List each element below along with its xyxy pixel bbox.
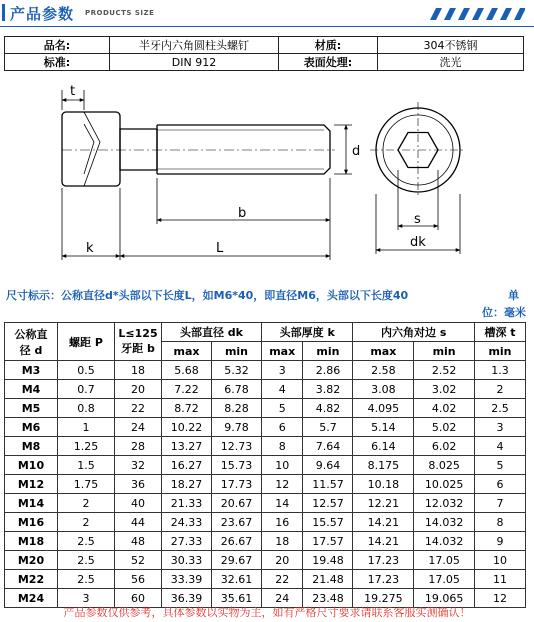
cell-s-min: 6.02 [414,437,475,456]
cell-size: M22 [5,570,58,589]
cell-k-min: 9.64 [303,456,353,475]
cell-dk-min: 20.67 [211,494,261,513]
table-row [5,551,526,570]
cell-s-min: 3.02 [414,380,475,399]
cell-dk-min: 8.28 [211,399,261,418]
cell-dk-min: 29.67 [211,551,261,570]
cell-dk-min: 12.73 [211,437,261,456]
section-header [0,0,534,28]
cell-thread-b: 56 [115,570,162,589]
cell-k-min: 15.57 [303,513,353,532]
cell-t-min: 2.5 [475,399,526,418]
cell-k-max: 18 [261,532,303,551]
cell-pitch: 1.75 [58,475,115,494]
cell-pitch: 3 [58,589,115,608]
cell-t-min: 3 [475,418,526,437]
cell-k-max: 4 [261,380,303,399]
header-k: 头部厚度 k [261,323,352,342]
header-dk: 头部直径 dk [162,323,262,342]
header-size-line2: 径 d [19,343,43,357]
cell-thread-b: 22 [115,399,162,418]
cell-s-min: 8.025 [414,456,475,475]
cell-k-min: 19.48 [303,551,353,570]
cell-k-min: 7.64 [303,437,353,456]
cell-s-min: 12.032 [414,494,475,513]
cell-pitch: 0.5 [58,361,115,380]
cell-s-min: 14.032 [414,513,475,532]
cell-thread-b: 52 [115,551,162,570]
spec-table-body [5,361,526,608]
table-row [5,532,526,551]
cell-thread-b: 44 [115,513,162,532]
cell-t-min: 1.3 [475,361,526,380]
header-slash-icon [430,8,525,20]
cell-t-min: 10 [475,551,526,570]
cell-pitch: 1.5 [58,456,115,475]
cell-k-min: 4.82 [303,399,353,418]
cell-s-max: 14.21 [353,513,414,532]
cell-thread-b: 20 [115,380,162,399]
cell-t-min: 7 [475,494,526,513]
cell-k-max: 6 [261,418,303,437]
cell-t-min: 5 [475,456,526,475]
dim-t-label: t [70,84,76,99]
cell-s-min: 17.05 [414,570,475,589]
cell-dk-max: 24.33 [162,513,212,532]
cell-pitch: 2 [58,494,115,513]
cell-dk-min: 15.73 [211,456,261,475]
cell-pitch: 2.5 [58,532,115,551]
unit-note-part1: 单 [508,289,519,302]
cell-dk-max: 33.39 [162,570,212,589]
cell-k-max: 14 [261,494,303,513]
table-row [5,494,526,513]
cell-thread-b: 28 [115,437,162,456]
cell-k-max: 12 [261,475,303,494]
cell-k-min: 11.57 [303,475,353,494]
cell-s-min: 17.05 [414,551,475,570]
cell-thread-b: 40 [115,494,162,513]
cell-thread-b: 60 [115,589,162,608]
header-subtitle: PRODUCTS SIZE [85,9,155,17]
cell-t-min: 2 [475,380,526,399]
cell-k-max: 20 [261,551,303,570]
cell-s-max: 5.14 [353,418,414,437]
header-min: min [303,342,353,361]
cell-k-max: 5 [261,399,303,418]
table-row [5,361,526,380]
cell-size: M16 [5,513,58,532]
cell-size: M3 [5,361,58,380]
cell-t-min: 12 [475,589,526,608]
cell-t-min: 4 [475,437,526,456]
dim-d-label: d [352,144,361,159]
header-min: min [414,342,475,361]
cell-pitch: 1 [58,418,115,437]
unit-note-part2: 位：毫米 [482,306,526,319]
cell-s-max: 4.095 [353,399,414,418]
dimension-note: 尺寸标示：公称直径d*头部以下长度L，如M6*40，即直径M6，头部以下长度40 [6,289,409,302]
cell-dk-min: 32.61 [211,570,261,589]
table-row [5,570,526,589]
material-label: 材质: [279,37,378,54]
cell-size: M24 [5,589,58,608]
cell-dk-max: 10.22 [162,418,212,437]
header-underline [0,26,534,27]
cell-size: M12 [5,475,58,494]
cell-k-min: 21.48 [303,570,353,589]
dim-b-label: b [238,206,247,221]
cell-t-min: 9 [475,532,526,551]
spec-table [4,322,526,608]
header-size [5,323,58,361]
cell-k-min: 23.48 [303,589,353,608]
table-row [5,418,526,437]
cell-k-min: 2.86 [303,361,353,380]
cell-s-max: 17.23 [353,570,414,589]
cell-s-min: 4.02 [414,399,475,418]
material-value: 304不锈钢 [378,37,524,54]
cell-dk-min: 9.78 [211,418,261,437]
cell-size: M10 [5,456,58,475]
dim-dk-label: dk [410,235,426,250]
cell-dk-max: 7.22 [162,380,212,399]
header-thread-line2: 牙距 b [121,342,155,355]
cell-t-min: 11 [475,570,526,589]
cell-s-min: 19.065 [414,589,475,608]
cell-k-max: 3 [261,361,303,380]
surface-label: 表面处理: [279,54,378,71]
cell-thread-b: 48 [115,532,162,551]
cell-s-min: 5.02 [414,418,475,437]
cell-size: M4 [5,380,58,399]
cell-size: M8 [5,437,58,456]
header-size-line1: 公称直 [14,327,48,341]
cell-s-max: 14.21 [353,532,414,551]
dimension-lines [62,90,352,260]
name-label: 品名: [5,37,110,54]
cell-t-min: 6 [475,475,526,494]
header-accent-bar [2,4,5,21]
cell-dk-min: 6.78 [211,380,261,399]
dim-L-label: L [216,241,224,256]
cell-size: M18 [5,532,58,551]
cell-k-max: 16 [261,513,303,532]
cell-s-max: 19.275 [353,589,414,608]
cell-pitch: 2.5 [58,570,115,589]
screw-technical-drawing [40,82,480,272]
cell-s-min: 14.032 [414,532,475,551]
table-row [5,475,526,494]
cell-dk-max: 5.68 [162,361,212,380]
cell-k-min: 12.57 [303,494,353,513]
cell-pitch: 1.25 [58,437,115,456]
header-s: 内六角对边 s [353,323,475,342]
disclaimer-footer: 产品参数仅供参考，具体参数以实物为主，如有严格尺寸要求请联系客服实测确认！ [63,606,471,619]
name-value: 半牙内六角圆柱头螺钉 [110,37,279,54]
cell-dk-min: 5.32 [211,361,261,380]
surface-value: 洗光 [378,54,524,71]
cell-s-max: 3.08 [353,380,414,399]
cell-dk-max: 16.27 [162,456,212,475]
cell-size: M14 [5,494,58,513]
table-row [5,399,526,418]
cell-dk-min: 17.73 [211,475,261,494]
header-t: 槽深 t [475,323,526,342]
header-max: max [162,342,212,361]
table-row [5,513,526,532]
header-title: 产品参数 [10,5,75,23]
cell-pitch: 0.7 [58,380,115,399]
header-max: max [353,342,414,361]
header-max: max [261,342,303,361]
cell-s-min: 10.025 [414,475,475,494]
cell-dk-max: 18.27 [162,475,212,494]
cell-k-max: 10 [261,456,303,475]
cell-s-max: 8.175 [353,456,414,475]
cell-s-max: 12.21 [353,494,414,513]
table-row [5,380,526,399]
cell-size: M5 [5,399,58,418]
cell-pitch: 0.8 [58,399,115,418]
cell-dk-min: 35.61 [211,589,261,608]
cell-dk-max: 13.27 [162,437,212,456]
cell-s-max: 17.23 [353,551,414,570]
screw-end-view [370,102,466,198]
cell-s-max: 6.14 [353,437,414,456]
cell-s-max: 2.58 [353,361,414,380]
header-thread [115,323,162,361]
cell-s-min: 2.52 [414,361,475,380]
cell-s-max: 10.18 [353,475,414,494]
cell-dk-max: 8.72 [162,399,212,418]
cell-k-min: 17.57 [303,532,353,551]
cell-dk-max: 21.33 [162,494,212,513]
cell-thread-b: 32 [115,456,162,475]
cell-size: M6 [5,418,58,437]
cell-k-max: 24 [261,589,303,608]
cell-dk-max: 27.33 [162,532,212,551]
header-min: min [211,342,261,361]
table-row [5,456,526,475]
cell-k-max: 22 [261,570,303,589]
table-row [5,437,526,456]
cell-pitch: 2 [58,513,115,532]
cell-t-min: 8 [475,513,526,532]
cell-k-min: 5.7 [303,418,353,437]
header-thread-line1: L≤125 [118,327,158,340]
standard-label: 标准: [5,54,110,71]
cell-pitch: 2.5 [58,551,115,570]
standard-value: DIN 912 [110,54,279,71]
cell-dk-max: 36.39 [162,589,212,608]
cell-dk-max: 30.33 [162,551,212,570]
cell-k-max: 8 [261,437,303,456]
cell-dk-min: 26.67 [211,532,261,551]
cell-thread-b: 24 [115,418,162,437]
cell-size: M20 [5,551,58,570]
screw-side-view [62,112,335,186]
cell-thread-b: 18 [115,361,162,380]
dim-k-label: k [86,241,94,256]
dim-s-label: s [414,212,421,227]
header-min: min [475,342,526,361]
cell-dk-min: 23.67 [211,513,261,532]
header-pitch: 螺距 P [58,323,115,361]
product-info-table [4,36,524,71]
cell-k-min: 3.82 [303,380,353,399]
cell-thread-b: 36 [115,475,162,494]
